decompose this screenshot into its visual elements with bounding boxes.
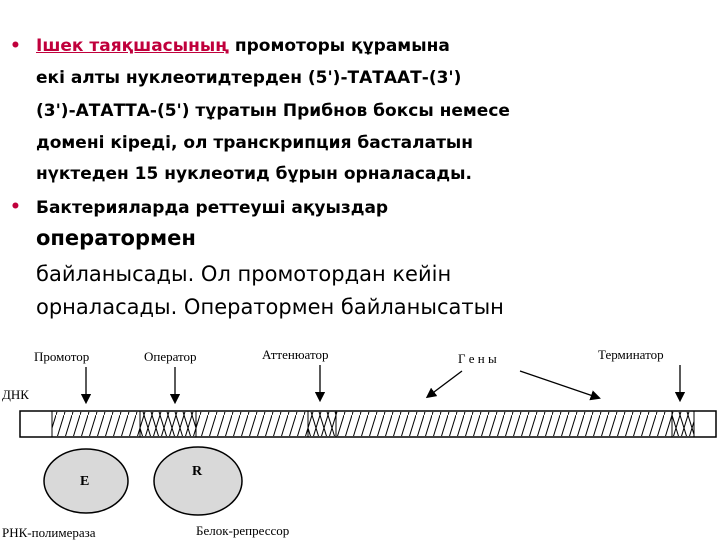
p1-line2: екі алты нуклеотидтерден (5')-ТАТААТ-(3') [36,68,462,88]
label-repressor: Белок-репрессор [196,523,290,538]
diagram-background [0,337,720,540]
p2-line3: байланысады. Ол промотордан кейін [36,262,452,286]
operator-region [140,412,196,436]
p1-line4: домені кіреді, ол транскрипция басталатын [36,133,474,153]
leader-region [196,412,308,436]
p1-line1-rest: промоторы құрамына [228,36,450,56]
circle-r-label: R [192,464,203,479]
promoter-region [52,412,140,436]
p2-line1: Бактерияларда реттеуші ақуыздар [36,198,389,218]
p1-line1 [36,36,450,56]
label-genes: Г е н ы [458,351,497,366]
bullet-2: • [10,197,21,217]
p2-line4: орналасады. Оператормен байланысатын [36,295,504,319]
label-promoter: Промотор [34,349,90,364]
attenuator-region [308,412,336,436]
p2-line2: оператормен [36,226,196,250]
repressor-circle [154,447,242,515]
genes-region [336,412,672,436]
p1-red-text: Ішек таяқшасының [36,36,229,56]
label-attenuator: Аттенюатор [262,347,329,362]
p1-line3: (3')-АТАТТА-(5') тұратын Прибнов боксы немесе [36,101,510,121]
p1-line5: нүктеден 15 нуклеотид бұрын орналасады. [36,164,472,184]
circle-e-label: E [80,474,90,489]
terminator-region [672,412,694,436]
label-terminator: Терминатор [598,347,664,362]
operon-diagram [0,337,720,540]
label-dna: ДНК [2,387,29,402]
label-rna-polymerase: РНК-полимераза [2,525,96,540]
bullet-1: • [10,36,21,56]
label-operator: Оператор [144,349,197,364]
